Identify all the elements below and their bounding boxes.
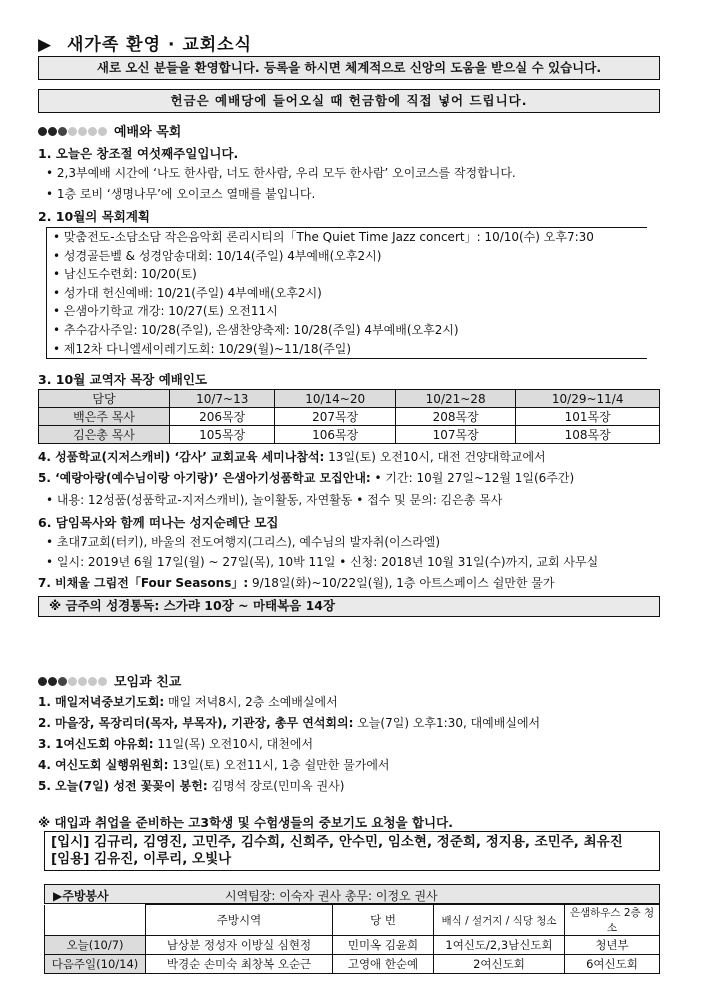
item5-title: 5. ‘예랑아랑(예수님이랑 아기랑)’ 은샘아기성품학교 모집안내: [38, 471, 371, 485]
table-header-cell: 10/14~20 [275, 390, 395, 408]
fellowship-item-title: 3. 1여신도회 야유회: [38, 737, 154, 751]
table-header-cell: 10/7~13 [170, 390, 275, 408]
fellowship-item-detail: 매일 저녁8시, 2층 소예배실에서 [164, 695, 338, 709]
fellowship-item-detail: 13일(토) 오전11시, 1층 쉴만한 물가에서 [168, 758, 390, 772]
item5 [38, 469, 574, 486]
table-header-row [39, 390, 660, 408]
section-title-text: 새가족 환영 · 교회소식 [67, 35, 253, 55]
fellowship-item-detail: 김명석 장로(민미옥 권사) [207, 779, 345, 793]
kitchen-header [44, 884, 660, 904]
fellowship-item [38, 735, 313, 752]
list-item: • 성경골든벨 & 성경암송대회: 10/14(주일) 4부예배(오후2시) [53, 248, 382, 263]
table-cell: 1여신도/2,3남신도회 [434, 936, 565, 955]
item3-title: 3. 10월 교역자 목장 예배인도 [38, 372, 207, 387]
prayer-names-box [44, 831, 660, 871]
table-header-cell: 은샘하우스 2층 청소 [565, 905, 660, 936]
offering-text: 헌금은 예배당에 들어오실 때 헌금함에 직접 넣어 드립니다. [170, 93, 528, 108]
list-item: • 은샘아기학교 개강: 10/27(토) 오전11시 [53, 304, 278, 319]
table-cell: 민미옥 김윤희 [333, 936, 434, 955]
table-cell: 107목장 [395, 426, 515, 444]
table-cell: 6여신도회 [565, 955, 660, 974]
list-item: • 제12차 다니엘세이레기도회: 10/29(월)~11/18(주일) [53, 341, 352, 356]
item1-detail-b: • 1층 로비 ‘생명나무’에 오이코스 열매를 붙입니다. [46, 187, 316, 201]
fellowship-heading [38, 671, 181, 690]
item4-title: 4. 성품학교(지저스캐비) ‘감사’ 교회교육 세미나참석: [38, 450, 325, 464]
table-row [45, 955, 660, 974]
kitchen-table [44, 904, 660, 974]
fellowship-item-title: 4. 여신도회 실행위원회: [38, 758, 169, 772]
dots-icon [38, 125, 108, 140]
fellowship-item [38, 693, 338, 710]
table-header-cell [45, 905, 146, 936]
list-item: • 성가대 헌신예배: 10/21(주일) 4부예배(오후2시) [53, 285, 322, 300]
play-icon: ▶ [38, 35, 53, 55]
fellowship-item-title: 5. 오늘(7일) 성전 꽃꽂이 봉헌: [38, 779, 208, 793]
table-cell: 101목장 [516, 408, 660, 426]
table-cell: 108목장 [516, 426, 660, 444]
table-cell: 208목장 [395, 408, 515, 426]
fellowship-item-title: 1. 매일저녁중보기도회: [38, 695, 165, 709]
item1-detail-a: • 2,3부예배 시간에 ‘나도 한사람, 너도 한사람, 우리 모두 한사람’ 오이코스를 작정합니다. [46, 166, 516, 180]
list-item: • 남신도수련회: 10/20(토) [53, 267, 197, 282]
fellowship-item [38, 777, 344, 794]
list-item: • 맞춤전도-소담소담 작은음악회 론리시티의「The Quiet Time Jazz concert」: 10/10(수) 오후7:30 [53, 230, 594, 244]
bible-reading-text: ※ 금주의 성경통독: 스가랴 10장 ~ 마태복음 14장 [49, 598, 336, 613]
table-header-cell: 당 번 [333, 905, 434, 936]
table-header-cell: 주방시역 [146, 905, 333, 936]
section-title [38, 30, 252, 55]
worship-title: 예배와 목회 [114, 125, 182, 140]
item7-title: 7. 비채울 그림전「Four Seasons」: [38, 576, 249, 590]
item7 [38, 574, 554, 591]
fellowship-item [38, 756, 390, 773]
item6-detail-b: • 일시: 2019년 6월 17일(월) ~ 27일(목), 10박 11일 • 신청: 2018년 10월 31일(수)까지, 교회 사무실 [46, 555, 599, 569]
welcome-text: 새로 오신 분들을 환영합니다. 등록을 하시면 체계적으로 신앙의 도움을 받으실 수 있습니다. [96, 60, 602, 75]
table-cell: 김은총 목사 [39, 426, 170, 444]
item2-title: 2. 10월의 목회계획 [38, 209, 150, 224]
item1-title: 1. 오늘은 창조절 여섯째주일입니다. [38, 146, 239, 161]
table-cell: 박경순 손미숙 최창복 오순근 [146, 955, 333, 974]
fellowship-item-detail: 오늘(7일) 오후1:30, 대예배실에서 [353, 716, 541, 730]
offering-banner [38, 89, 660, 113]
table-cell: 105목장 [170, 426, 275, 444]
item4 [38, 448, 546, 465]
table-cell: 고영애 한순예 [333, 955, 434, 974]
table-header-cell: 배식 / 설거지 / 식당 청소 [434, 905, 565, 936]
table-row [39, 408, 660, 426]
table-header-cell: 10/29~11/4 [516, 390, 660, 408]
table-cell: 남상분 정성자 이방실 심현정 [146, 936, 333, 955]
fellowship-item-title: 2. 마을장, 목장리더(목자, 부목자), 기관장, 총무 연석회의: [38, 716, 354, 730]
table-cell: 오늘(10/7) [45, 936, 146, 955]
table-header-cell: 담당 [39, 390, 170, 408]
table-header-row [45, 905, 660, 936]
table-row [45, 936, 660, 955]
item6-detail-a: • 초대7교회(터키), 바울의 전도여행지(그리스), 예수님의 발자취(이스라엘) [46, 535, 441, 549]
fellowship-item-detail: 11일(목) 오전10시, 대천에서 [153, 737, 314, 751]
table-cell: 207목장 [275, 408, 395, 426]
welcome-banner [38, 56, 660, 80]
table-cell: 청년부 [565, 936, 660, 955]
list-item: • 추수감사주일: 10/28(주일), 은샘찬양축제: 10/28(주일) 4부예배(오후2시) [53, 322, 459, 337]
bible-reading-banner [38, 596, 660, 617]
table-cell: 206목장 [170, 408, 275, 426]
table-cell: 다음주일(10/14) [45, 955, 146, 974]
item7-detail: 9/18일(화)~10/22일(월), 1층 아트스페이스 쉴만한 물가 [248, 576, 555, 590]
kitchen-title: ▶주방봉사 [53, 889, 109, 903]
item5-content: • 내용: 12성품(성품학교-지저스캐비), 놀이활동, 자연활동 • 접수 및 문의: 김은총 목사 [46, 493, 503, 507]
table-cell: 2여신도회 [434, 955, 565, 974]
dots-icon [38, 675, 108, 690]
kitchen-leaders: 시역팀장: 이숙자 권사 총무: 이정오 권사 [225, 889, 438, 903]
exam-names: [입시] 김규리, 김영진, 고민주, 김수희, 신희주, 안수민, 임소현, 정준희, 정지용, 조민주, 최유진 [51, 834, 623, 850]
table-cell: 106목장 [275, 426, 395, 444]
fellowship-title: 모임과 친교 [114, 675, 182, 690]
table-header-cell: 10/21~28 [395, 390, 515, 408]
item6-title: 6. 담임목사와 함께 떠나는 성지순례단 모집 [38, 515, 279, 530]
teacher-exam-names: [임용] 김유진, 이루리, 오빛나 [51, 851, 232, 867]
item5-detail: • 기간: 10월 27일~12월 1일(6주간) [370, 471, 575, 485]
plan-list [46, 227, 647, 359]
pastor-schedule-table [38, 389, 660, 444]
table-cell: 백은주 목사 [39, 408, 170, 426]
item4-detail: 13일(토) 오전10시, 대전 건양대학교에서 [324, 450, 546, 464]
prayer-request-note: ※ 대입과 취업을 준비하는 고3학생 및 수험생들의 중보기도 요청을 합니다. [38, 815, 453, 830]
table-row [39, 426, 660, 444]
worship-heading [38, 121, 181, 140]
fellowship-item [38, 714, 540, 731]
